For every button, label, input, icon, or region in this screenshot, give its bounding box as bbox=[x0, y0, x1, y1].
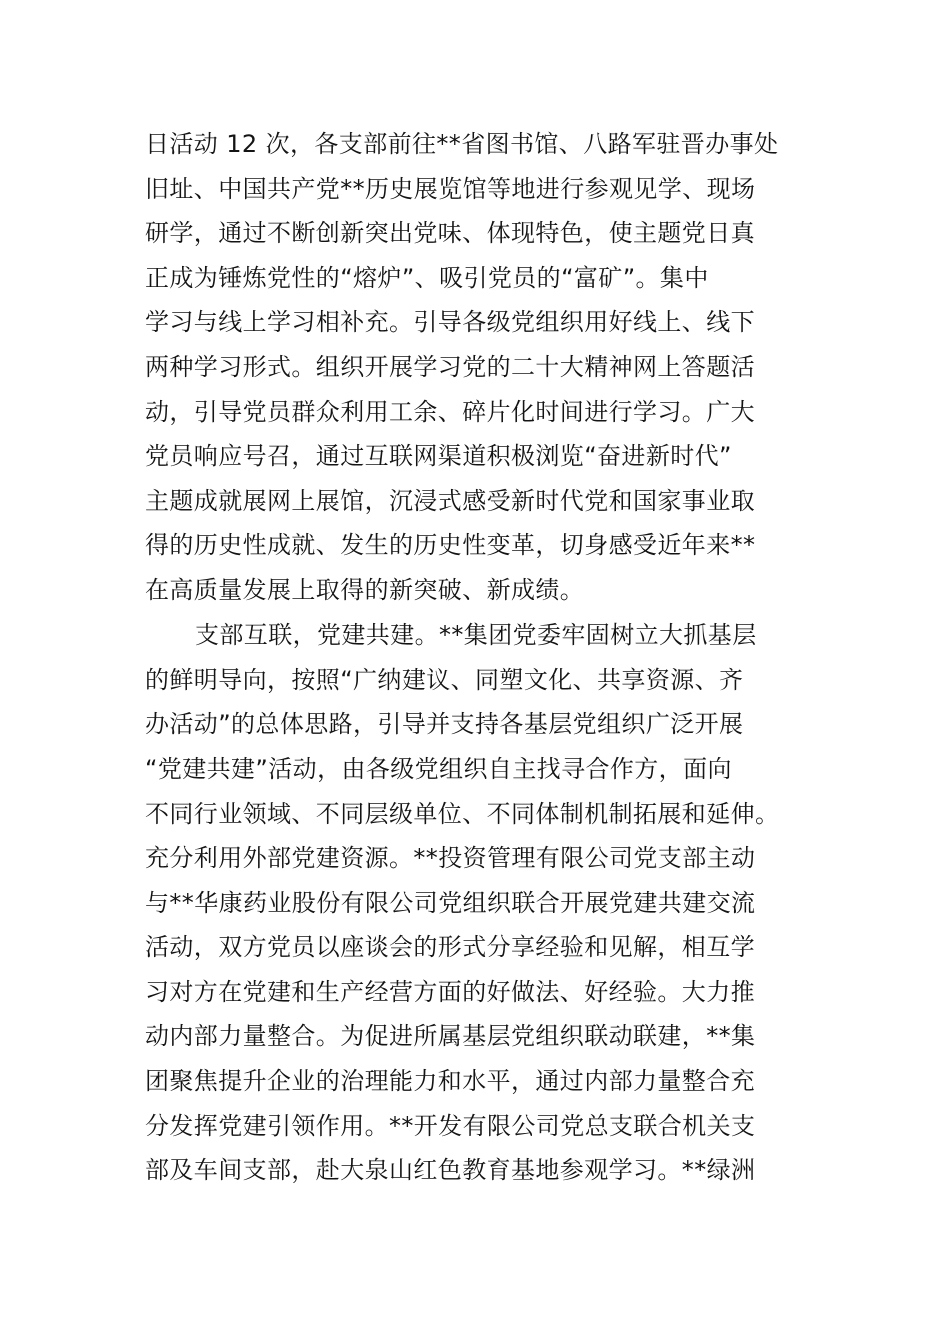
paragraph-2 bbox=[145, 613, 805, 1193]
text-line: “党建共建”活动，由各级党组织自主找寻合作方，面向 bbox=[145, 754, 732, 783]
text-line: 不同行业领域、不同层级单位、不同体制机制拓展和延伸。 bbox=[145, 799, 780, 828]
text-line: 党员响应号召，通过互联网渠道积极浏览“奋进新时代” bbox=[145, 442, 732, 471]
paragraph-1 bbox=[145, 122, 805, 613]
text-line: 支部互联，党建共建。**集团党委牢固树立大抓基层 bbox=[195, 621, 757, 650]
text-line: 团聚焦提升企业的治理能力和水平，通过内部力量整合充 bbox=[145, 1067, 755, 1096]
text-line: 与**华康药业股份有限公司党组织联合开展党建共建交流 bbox=[145, 888, 756, 917]
text-line: 学习与线上学习相补充。引导各级党组织用好线上、线下 bbox=[145, 308, 755, 337]
text-line: 办活动”的总体思路，引导并支持各基层党组织广泛开展 bbox=[145, 710, 744, 739]
text-line: 分发挥党建引领作用。**开发有限公司党总支联合机关支 bbox=[145, 1111, 756, 1140]
text-line: 活动，双方党员以座谈会的形式分享经验和见解，相互学 bbox=[145, 933, 755, 962]
text-line: 旧址、中国共产党**历史展览馆等地进行参观见学、现场 bbox=[145, 174, 756, 203]
text-line: 正成为锤炼党性的“熔炉”、吸引党员的“富矿”。集中 bbox=[145, 263, 709, 292]
text-line: 在高质量发展上取得的新突破、新成绩。 bbox=[145, 575, 585, 604]
text-line: 得的历史性成就、发生的历史性变革，切身感受近年来** bbox=[145, 531, 756, 560]
text-line: 主题成就展网上展馆，沉浸式感受新时代党和国家事业取 bbox=[145, 486, 755, 515]
text-line: 部及车间支部，赴大泉山红色教育基地参观学习。**绿洲 bbox=[145, 1156, 756, 1185]
text-line: 动内部力量整合。为促进所属基层党组织联动联建，**集 bbox=[145, 1022, 756, 1051]
document-body bbox=[145, 122, 805, 1193]
text-line: 习对方在党建和生产经营方面的好做法、好经验。大力推 bbox=[145, 977, 755, 1006]
text-line: 动，引导党员群众利用工余、碎片化时间进行学习。广大 bbox=[145, 397, 755, 426]
text-line: 研学，通过不断创新突出党味、体现特色，使主题党日真 bbox=[145, 219, 755, 248]
text-line: 日活动 12 次，各支部前往**省图书馆、八路军驻晋办事处 bbox=[145, 130, 779, 158]
text-line: 的鲜明导向，按照“广纳建议、同塑文化、共享资源、齐 bbox=[145, 665, 744, 694]
text-line: 两种学习形式。组织开展学习党的二十大精神网上答题活 bbox=[145, 352, 755, 381]
text-line: 充分利用外部党建资源。**投资管理有限公司党支部主动 bbox=[145, 844, 756, 873]
